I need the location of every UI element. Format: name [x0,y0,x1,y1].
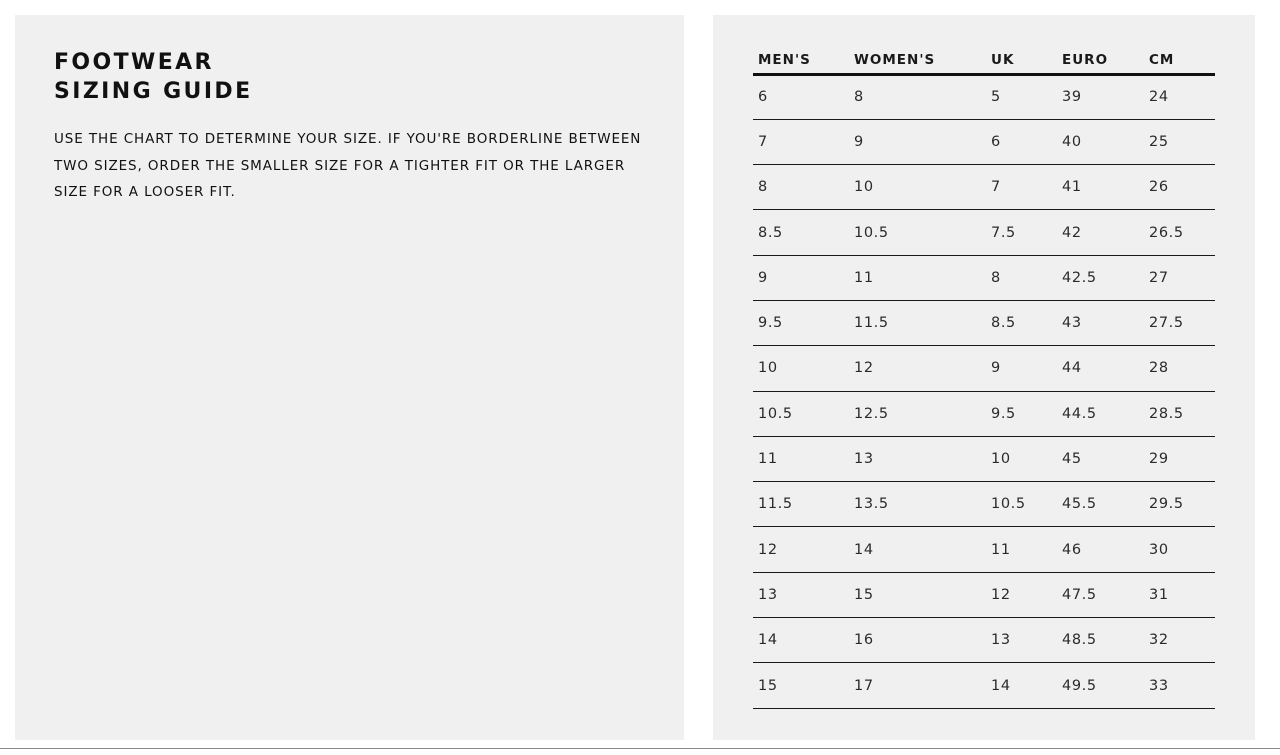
euro-size-cell: 45.5 [1057,482,1144,527]
table-row [753,436,1215,481]
uk-size-cell: 12 [986,572,1057,617]
uk-size-cell: 6 [986,119,1057,164]
uk-size-cell: 5 [986,74,1057,119]
size-chart-table [753,47,1215,709]
womens-size-cell: 13 [849,436,986,481]
uk-size-cell: 9 [986,346,1057,391]
uk-size-cell: 7 [986,165,1057,210]
cm-size-cell: 29.5 [1144,482,1215,527]
euro-size-cell: 41 [1057,165,1144,210]
euro-size-cell: 46 [1057,527,1144,572]
mens-size-cell: 11.5 [753,482,849,527]
cm-size-cell: 32 [1144,618,1215,663]
table-row [753,572,1215,617]
mens-size-cell: 10 [753,346,849,391]
uk-size-cell: 8.5 [986,300,1057,345]
euro-size-cell: 39 [1057,74,1144,119]
euro-size-cell: 48.5 [1057,618,1144,663]
euro-size-cell: 49.5 [1057,663,1144,708]
mens-size-cell: 9 [753,255,849,300]
cm-size-cell: 33 [1144,663,1215,708]
euro-size-cell: 44 [1057,346,1144,391]
womens-size-cell: 12.5 [849,391,986,436]
header-euro: EURO [1057,47,1144,74]
womens-size-cell: 17 [849,663,986,708]
size-chart-panel [713,15,1255,740]
cm-size-cell: 26.5 [1144,210,1215,255]
cm-size-cell: 29 [1144,436,1215,481]
cm-size-cell: 31 [1144,572,1215,617]
table-row [753,527,1215,572]
euro-size-cell: 40 [1057,119,1144,164]
womens-size-cell: 13.5 [849,482,986,527]
womens-size-cell: 15 [849,572,986,617]
uk-size-cell: 10.5 [986,482,1057,527]
mens-size-cell: 8 [753,165,849,210]
table-row [753,74,1215,119]
womens-size-cell: 8 [849,74,986,119]
table-row [753,255,1215,300]
size-chart-header [753,47,1215,74]
cm-size-cell: 25 [1144,119,1215,164]
mens-size-cell: 10.5 [753,391,849,436]
guide-instructions: USE THE CHART TO DETERMINE YOUR SIZE. IF YOU'RE BORDERLINE BETWEEN TWO SIZES, ORDER THE SMALLER SIZE FOR A TIGHTER FIT OR THE LARGER SIZE FOR A LOOSER FIT. [54,131,642,200]
header-row [753,47,1215,74]
cm-size-cell: 24 [1144,74,1215,119]
header-womens: WOMEN'S [849,47,986,74]
womens-size-cell: 11.5 [849,300,986,345]
mens-size-cell: 15 [753,663,849,708]
uk-size-cell: 7.5 [986,210,1057,255]
table-row [753,391,1215,436]
table-row [753,119,1215,164]
uk-size-cell: 10 [986,436,1057,481]
table-row [753,618,1215,663]
cm-size-cell: 27 [1144,255,1215,300]
table-row [753,346,1215,391]
womens-size-cell: 10 [849,165,986,210]
table-row [753,165,1215,210]
uk-size-cell: 14 [986,663,1057,708]
womens-size-cell: 12 [849,346,986,391]
cm-size-cell: 28.5 [1144,391,1215,436]
cm-size-cell: 28 [1144,346,1215,391]
euro-size-cell: 42 [1057,210,1144,255]
uk-size-cell: 9.5 [986,391,1057,436]
header-uk: UK [986,47,1057,74]
header-mens: MEN'S [753,47,849,74]
table-row [753,300,1215,345]
womens-size-cell: 9 [849,119,986,164]
cm-size-cell: 30 [1144,527,1215,572]
mens-size-cell: 12 [753,527,849,572]
table-row [753,663,1215,708]
mens-size-cell: 6 [753,74,849,119]
mens-size-cell: 11 [753,436,849,481]
mens-size-cell: 7 [753,119,849,164]
uk-size-cell: 11 [986,527,1057,572]
size-chart-body [753,74,1215,708]
uk-size-cell: 8 [986,255,1057,300]
euro-size-cell: 42.5 [1057,255,1144,300]
euro-size-cell: 43 [1057,300,1144,345]
womens-size-cell: 10.5 [849,210,986,255]
page-bottom-divider [0,748,1280,749]
mens-size-cell: 8.5 [753,210,849,255]
table-row [753,482,1215,527]
womens-size-cell: 14 [849,527,986,572]
euro-size-cell: 45 [1057,436,1144,481]
guide-info-panel [15,15,684,740]
guide-title: FOOTWEAR SIZING GUIDE [54,50,253,104]
cm-size-cell: 26 [1144,165,1215,210]
euro-size-cell: 44.5 [1057,391,1144,436]
euro-size-cell: 47.5 [1057,572,1144,617]
mens-size-cell: 9.5 [753,300,849,345]
cm-size-cell: 27.5 [1144,300,1215,345]
uk-size-cell: 13 [986,618,1057,663]
mens-size-cell: 13 [753,572,849,617]
womens-size-cell: 11 [849,255,986,300]
header-cm: CM [1144,47,1215,74]
table-row [753,210,1215,255]
mens-size-cell: 14 [753,618,849,663]
womens-size-cell: 16 [849,618,986,663]
